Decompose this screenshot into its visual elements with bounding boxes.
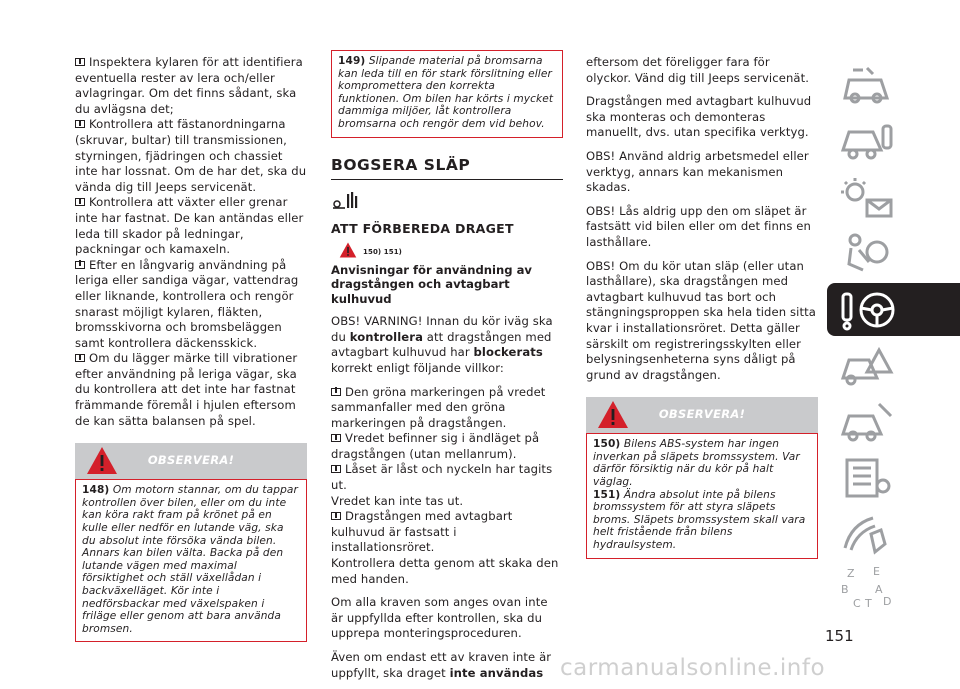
- tab-emergency[interactable]: [827, 339, 960, 392]
- bullet-icon: [75, 354, 85, 362]
- list-item: Om du lägger märke till vibrationer efter användning på leriga vägar, ska du kontrollera att det inte har fastnat främmande föremål i hjulen eftersom de kan sätta balansen på spel.: [75, 351, 298, 428]
- tab-safety[interactable]: [827, 227, 960, 280]
- warning-note: 150) Bilens ABS-system har ingen inverkan på släpets bromssystem. Var därför försiktig när du kör på halt väglag. 151) Ändra absolut inte på bilens bromssystem för att styra släpets broms. Släpets bromssystem skall vara helt fristående från bilens hydraulsystem.: [586, 433, 818, 558]
- paragraph: OBS! VARNING! Innan du kör iväg ska du kontrollera att dragstången med avtagbart kulhuvud har blockerats korrekt enligt följande villkor:: [331, 314, 553, 375]
- bullet-icon: [75, 120, 85, 128]
- tab-dashboard[interactable]: [827, 59, 960, 112]
- index-icon: [839, 565, 895, 617]
- bullet-icon: [331, 512, 341, 520]
- svg-text:T: T: [865, 597, 872, 610]
- tab-lights[interactable]: [827, 171, 960, 224]
- bullet-icon: [75, 261, 85, 269]
- sun-mail-icon: [839, 176, 895, 220]
- warning-note: 148) Om motorn stannar, om du tappar kontrollen över bilen, eller om du inte kan köra rakt fram på krönet på en kulle eller nedför en lutande väg, ska du absolut inte försöka vända bilen. Annars kan bilen välta. Backa på den lutande vägen med maximal försiktighet och ställ växellådan i backväxelläget. Kör inte i nedförsbackar med växelspaken i friläge eller genom att bara använda bromsen.: [75, 479, 307, 642]
- trailer-hitch-icon: [331, 190, 359, 212]
- spec-list-icon: [839, 456, 895, 500]
- warning-triangle-icon: [339, 242, 357, 258]
- tab-index[interactable]: [827, 563, 960, 616]
- bullet-icon: [75, 198, 85, 206]
- list-item: Kontrollera att fästanordningarna (skruvar, bultar) till transmissionen, styrningen, fjädringen och chassiet inte har lossnat. Om de har det, ska du vända dig till Jeeps servicenät.: [75, 117, 307, 194]
- svg-text:E: E: [873, 565, 880, 578]
- column-right: [586, 55, 818, 559]
- warning-label: OBSERVERA!: [658, 407, 746, 422]
- paragraph: Dragstången med avtagbart kulhuvud ska monteras och demonteras manuellt, dvs. utan specifika verktyg.: [586, 94, 812, 140]
- warning-header: [586, 397, 818, 433]
- svg-text:D: D: [883, 595, 892, 608]
- airbag-icon: [839, 232, 895, 276]
- svg-text:Z: Z: [847, 567, 855, 580]
- svg-text:C: C: [853, 597, 861, 610]
- tab-driving[interactable]: [827, 283, 960, 336]
- tab-specs[interactable]: [827, 451, 960, 504]
- paragraph: OBS! Om du kör utan släp (eller utan lasthållare), ska dragstången med avtagbart kulhuvud tas bort och stängningsproppen ska hela tiden sitta kvar i installationsröret. Detta gäller särskilt om registreringsskylten eller belysningsenheterna syns dåligt på grund av dragstången.: [586, 258, 816, 382]
- tab-media[interactable]: [827, 507, 960, 560]
- warning-car-icon: [839, 344, 895, 388]
- bullet-icon: [331, 434, 341, 442]
- page-number: 151: [825, 627, 854, 645]
- warning-label: OBSERVERA!: [147, 453, 235, 468]
- paragraph: OBS! Lås aldrig upp den om släpet är fastsätt vid bilen eller om det finns en lasthållare.: [586, 203, 811, 249]
- list-item: Dragstången med avtagbart kulhuvud är fastsatt i installationsröret.: [331, 509, 513, 555]
- list-item: Kontrollera att växter eller grenar inte har fastnat. De kan antändas eller leda till skador på ledningar, packningar och kamaxeln.: [75, 195, 304, 257]
- tab-keys[interactable]: [827, 115, 960, 168]
- watermark: carmanualsonline.info: [560, 655, 826, 681]
- bullet-icon: [331, 465, 341, 473]
- section-title-block: [331, 155, 563, 181]
- column-middle: [331, 50, 563, 689]
- car-key-icon: [839, 120, 895, 164]
- list-item: Vredet befinner sig i ändläget på dragstången (utan mellanrum).: [331, 431, 540, 461]
- section-title: BOGSERA SLÄP: [331, 155, 471, 174]
- paragraph: Även om endast ett av kraven inte är uppfyllt, ska draget inte användas: [331, 650, 552, 680]
- svg-text:B: B: [841, 583, 849, 596]
- refs-row: [331, 237, 563, 263]
- list-item: Den gröna markeringen på vredet sammanfaller med den gröna markeringen på dragstången.: [331, 384, 546, 430]
- bullet-icon: [75, 58, 85, 66]
- media-icon: [839, 512, 895, 556]
- warning-note: 149) Slipande material på bromsarna kan leda till en för stark förslitning eller kompromettera den korrekta funktionen. Om bilen har körts i mycket dammiga miljöer, låt kontrollera bromsarna och rengör dem vid behov.: [331, 50, 563, 138]
- car-dashboard-icon: [841, 64, 891, 108]
- steering-key-icon: [839, 288, 899, 332]
- paragraph: eftersom det föreligger fara för olyckor. Vänd dig till Jeeps servicenät.: [586, 55, 810, 85]
- column-left: [75, 55, 307, 642]
- list-item-tail: Vredet kan inte tas ut.: [331, 493, 464, 508]
- list-item: Inspektera kylaren för att identifiera eventuella rester av lera och/eller avlagringar. Om det finns sådant, ska du avlägsna det;: [75, 55, 303, 116]
- bullet-icon: [331, 388, 341, 396]
- wrench-car-icon: [839, 400, 895, 444]
- svg-text:A: A: [875, 583, 883, 596]
- list-item-tail: Kontrollera detta genom att skaka den med handen.: [331, 556, 559, 586]
- list-item: Efter en långvarig användning på leriga eller sandiga vägar, vattendrag eller liknande, kontrollera och rengör snarast möjligt kylaren, fläkten, bromsskivorna och bromsbeläggen samt kontrollera däckensskick.: [75, 257, 299, 350]
- warning-header: [75, 443, 307, 479]
- paragraph: Om alla kraven som anges ovan inte är uppfyllda efter kontrollen, ska du upprepa monteringsproceduren.: [331, 595, 548, 641]
- sub-heading: Anvisningar för användning av dragstången och avtagbart kulhuvud: [331, 262, 532, 306]
- paragraph: OBS! Använd aldrig arbetsmedel eller verktyg, annars kan mekanismen skadas.: [586, 148, 809, 195]
- subsection-title: ATT FÖRBEREDA DRAGET: [331, 221, 514, 237]
- list-item: Låset är låst och nyckeln har tagits ut.: [331, 462, 553, 493]
- divider: [331, 179, 563, 180]
- refs: 150) 151): [363, 247, 402, 256]
- tab-maintenance[interactable]: [827, 395, 960, 448]
